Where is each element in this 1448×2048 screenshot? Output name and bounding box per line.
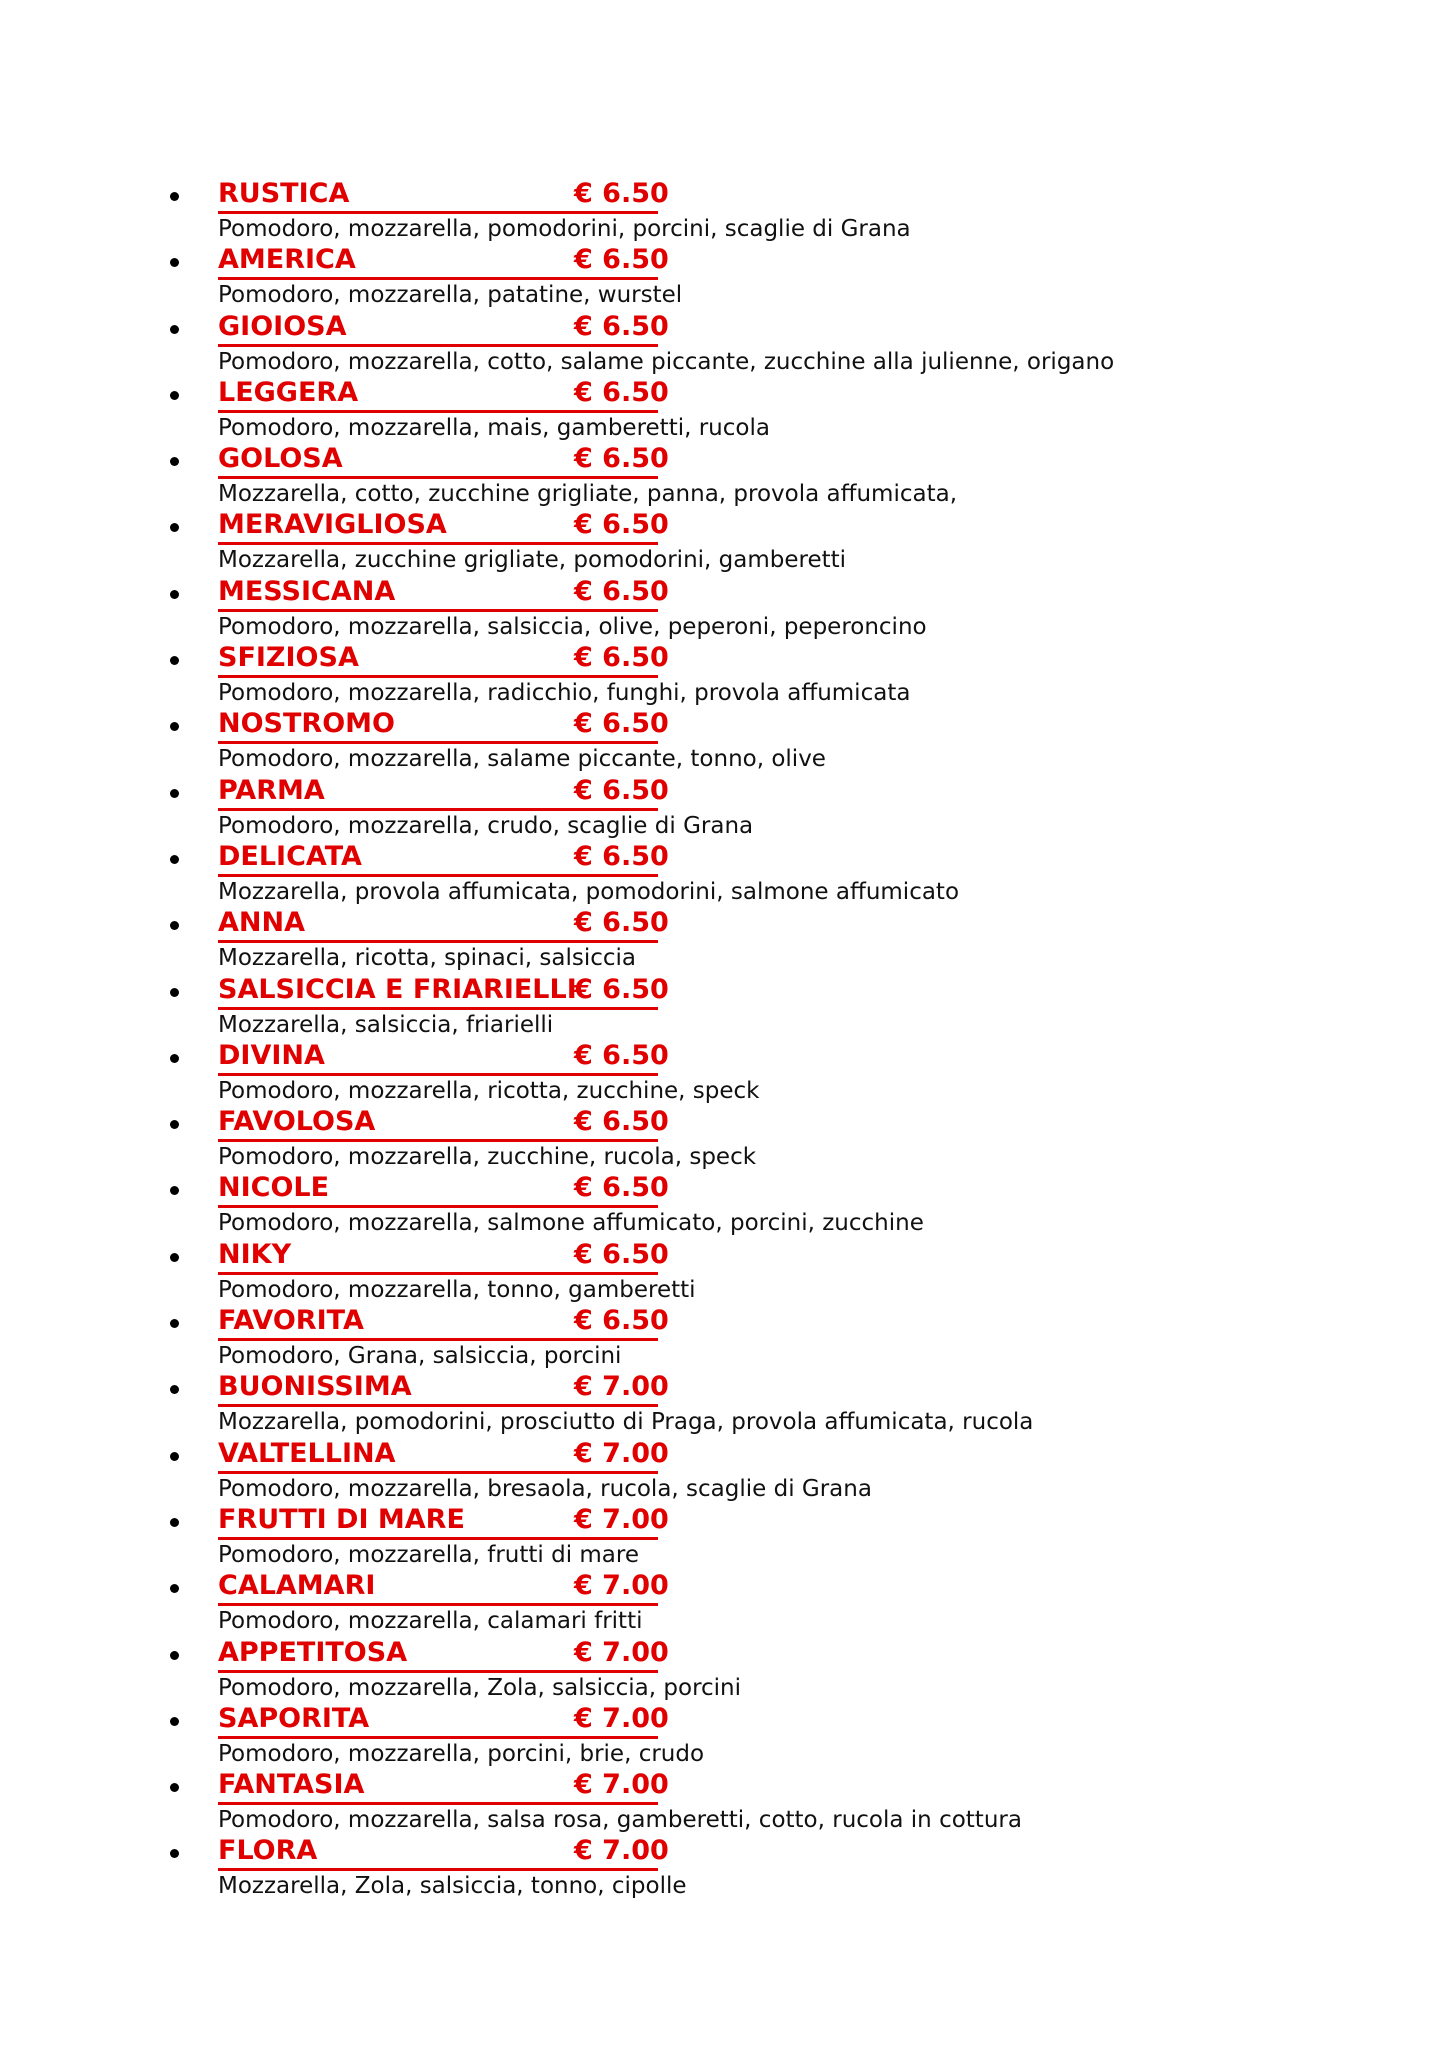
menu-item-heading xyxy=(218,1503,669,1540)
menu-item-heading xyxy=(218,1768,669,1805)
menu-item-name: SAPORITA xyxy=(218,1702,370,1734)
menu-item-description: Mozzarella, ricotta, spinaci, salsiccia xyxy=(218,945,636,972)
menu-item-price: € 6.50 xyxy=(574,973,669,1005)
bullet-icon xyxy=(170,1253,179,1262)
bullet-icon xyxy=(170,855,179,864)
menu-item-heading xyxy=(218,840,669,877)
menu-item-description: Pomodoro, mozzarella, salmone affumicato, porcini, zucchine xyxy=(218,1210,924,1237)
menu-item-heading xyxy=(218,376,669,413)
menu-item-description: Pomodoro, mozzarella, salame piccante, tonno, olive xyxy=(218,746,826,773)
menu-item-heading xyxy=(218,1834,669,1871)
menu-item-name: NIKY xyxy=(218,1238,292,1270)
bullet-icon xyxy=(170,1651,179,1660)
menu-item-description: Mozzarella, provola affumicata, pomodorini, salmone affumicato xyxy=(218,878,960,905)
menu-item-heading xyxy=(218,1569,669,1606)
menu-item-price: € 6.50 xyxy=(574,1039,669,1071)
menu-item-heading xyxy=(218,1304,669,1341)
menu-item-description: Pomodoro, Grana, salsiccia, porcini xyxy=(218,1343,622,1370)
menu-item-price: € 7.00 xyxy=(574,1702,669,1734)
menu-item-price: € 6.50 xyxy=(574,244,669,276)
bullet-icon xyxy=(170,1452,179,1461)
menu-item-heading xyxy=(218,1370,669,1407)
menu-item-price: € 6.50 xyxy=(574,310,669,342)
menu-item-heading xyxy=(218,1437,669,1474)
menu-item-price: € 6.50 xyxy=(574,774,669,806)
menu-item-heading xyxy=(218,1238,669,1275)
menu-item-price: € 6.50 xyxy=(574,907,669,939)
menu-item-name: BUONISSIMA xyxy=(218,1371,412,1403)
bullet-icon xyxy=(170,192,179,201)
menu-item-description: Pomodoro, mozzarella, pomodorini, porcini, scaglie di Grana xyxy=(218,216,911,242)
menu-item-heading xyxy=(218,973,669,1010)
menu-item-price: € 7.00 xyxy=(574,1371,669,1403)
menu-item-name: GOLOSA xyxy=(218,443,343,475)
bullet-icon xyxy=(170,523,179,532)
menu-item-heading xyxy=(218,177,669,214)
menu-item-name: PARMA xyxy=(218,774,325,806)
menu-item-description: Pomodoro, mozzarella, salsiccia, olive, peperoni, peperoncino xyxy=(218,613,927,640)
bullet-icon xyxy=(170,1186,179,1195)
menu-item-heading xyxy=(218,442,669,479)
menu-item-description: Pomodoro, mozzarella, tonno, gamberetti xyxy=(218,1276,696,1303)
menu-item-price: € 6.50 xyxy=(574,178,669,209)
menu-item-name: APPETITOSA xyxy=(218,1636,408,1668)
menu-item-name: VALTELLINA xyxy=(218,1437,396,1469)
bullet-icon xyxy=(170,1054,179,1063)
bullet-icon xyxy=(170,258,179,267)
menu-item-name: ANNA xyxy=(218,907,305,939)
menu-item-price: € 6.50 xyxy=(574,1172,669,1204)
menu-item-heading xyxy=(218,310,669,347)
menu-item-price: € 6.50 xyxy=(574,1238,669,1270)
menu-item-name: SALSICCIA E FRIARIELLI xyxy=(218,973,577,1005)
menu-item-price: € 6.50 xyxy=(574,443,669,475)
menu-item-name: DIVINA xyxy=(218,1039,325,1071)
bullet-icon xyxy=(170,1584,179,1593)
menu-item-heading xyxy=(218,575,669,612)
menu-item-price: € 6.50 xyxy=(574,376,669,408)
menu-item-heading xyxy=(218,1171,669,1208)
menu-item-price: € 6.50 xyxy=(574,1106,669,1138)
menu-item-name: GIOIOSA xyxy=(218,310,347,342)
bullet-icon xyxy=(170,590,179,599)
menu-item-heading xyxy=(218,1105,669,1142)
menu-item-heading xyxy=(218,1702,669,1739)
bullet-icon xyxy=(170,391,179,400)
menu-item-heading xyxy=(218,508,669,545)
bullet-icon xyxy=(170,1385,179,1394)
menu-item-description: Pomodoro, mozzarella, ricotta, zucchine, speck xyxy=(218,1077,760,1104)
menu-item-name: FANTASIA xyxy=(218,1769,365,1801)
menu-item-name: FRUTTI DI MARE xyxy=(218,1503,465,1535)
menu-item-heading xyxy=(218,774,669,811)
bullet-icon xyxy=(170,1849,179,1858)
menu-item-heading xyxy=(218,1636,669,1673)
menu-item-price: € 7.00 xyxy=(574,1769,669,1801)
menu-item-name: FLORA xyxy=(218,1835,318,1867)
menu-item-description: Pomodoro, mozzarella, Zola, salsiccia, porcini xyxy=(218,1674,742,1701)
menu-item-description: Pomodoro, mozzarella, calamari fritti xyxy=(218,1608,643,1635)
menu-item-description: Pomodoro, mozzarella, salsa rosa, gamberetti, cotto, rucola in cottura xyxy=(218,1807,1022,1834)
bullet-icon xyxy=(170,789,179,798)
menu-item-price: € 7.00 xyxy=(574,1835,669,1867)
menu-item-name: NICOLE xyxy=(218,1172,330,1204)
bullet-icon xyxy=(170,1319,179,1328)
menu-item-description: Pomodoro, mozzarella, crudo, scaglie di Grana xyxy=(218,812,754,839)
menu-item-name: DELICATA xyxy=(218,840,362,872)
bullet-icon xyxy=(170,325,179,334)
bullet-icon xyxy=(170,1120,179,1129)
menu-item-price: € 6.50 xyxy=(574,708,669,740)
menu-item-description: Mozzarella, zucchine grigliate, pomodorini, gamberetti xyxy=(218,547,847,574)
menu-item-description: Pomodoro, mozzarella, porcini, brie, crudo xyxy=(218,1740,705,1767)
bullet-icon xyxy=(170,722,179,731)
menu-item-name: SFIZIOSA xyxy=(218,642,359,674)
menu-item-description: Pomodoro, mozzarella, cotto, salame piccante, zucchine alla julienne, origano xyxy=(218,348,1115,375)
menu-item-name: MESSICANA xyxy=(218,575,396,607)
menu-item-name: FAVOLOSA xyxy=(218,1106,376,1138)
bullet-icon xyxy=(170,1518,179,1527)
menu-item-price: € 6.50 xyxy=(574,509,669,541)
menu-item-heading xyxy=(218,1039,669,1076)
menu-item-heading xyxy=(218,707,669,744)
menu-item-price: € 7.00 xyxy=(574,1503,669,1535)
menu-item-name: MERAVIGLIOSA xyxy=(218,509,447,541)
menu-item-name: LEGGERA xyxy=(218,376,359,408)
menu-item-description: Pomodoro, mozzarella, frutti di mare xyxy=(218,1541,639,1568)
menu-item-description: Mozzarella, Zola, salsiccia, tonno, cipolle xyxy=(218,1873,687,1900)
menu-item-heading xyxy=(218,243,669,280)
bullet-icon xyxy=(170,1717,179,1726)
menu-item-description: Pomodoro, mozzarella, radicchio, funghi, provola affumicata xyxy=(218,680,911,707)
bullet-icon xyxy=(170,457,179,466)
menu-item-heading xyxy=(218,906,669,943)
menu-item-description: Mozzarella, salsiccia, friarielli xyxy=(218,1011,554,1038)
menu-item-price: € 6.50 xyxy=(574,642,669,674)
menu-item-price: € 6.50 xyxy=(574,575,669,607)
menu-item-name: CALAMARI xyxy=(218,1570,376,1602)
menu-item-description: Mozzarella, pomodorini, prosciutto di Praga, provola affumicata, rucola xyxy=(218,1409,1034,1436)
menu-item-heading xyxy=(218,641,669,678)
menu-item-name: FAVORITA xyxy=(218,1305,364,1337)
menu-item-name: RUSTICA xyxy=(218,178,350,209)
menu-item-price: € 7.00 xyxy=(574,1636,669,1668)
menu-item-description: Pomodoro, mozzarella, patatine, wurstel xyxy=(218,282,683,309)
menu-item-price: € 7.00 xyxy=(574,1570,669,1602)
menu-item-description: Mozzarella, cotto, zucchine grigliate, panna, provola affumicata, xyxy=(218,481,957,508)
bullet-icon xyxy=(170,656,179,665)
menu-item-price: € 6.50 xyxy=(574,1305,669,1337)
menu-item-name: NOSTROMO xyxy=(218,708,395,740)
menu-item-description: Pomodoro, mozzarella, zucchine, rucola, speck xyxy=(218,1144,757,1171)
menu-item-name: AMERICA xyxy=(218,244,356,276)
bullet-icon xyxy=(170,1783,179,1792)
menu-item-description: Pomodoro, mozzarella, mais, gamberetti, rucola xyxy=(218,414,770,441)
menu-item-description: Pomodoro, mozzarella, bresaola, rucola, scaglie di Grana xyxy=(218,1475,872,1502)
bullet-icon xyxy=(170,988,179,997)
menu-item-price: € 6.50 xyxy=(574,840,669,872)
menu-item-price: € 7.00 xyxy=(574,1437,669,1469)
bullet-icon xyxy=(170,921,179,930)
